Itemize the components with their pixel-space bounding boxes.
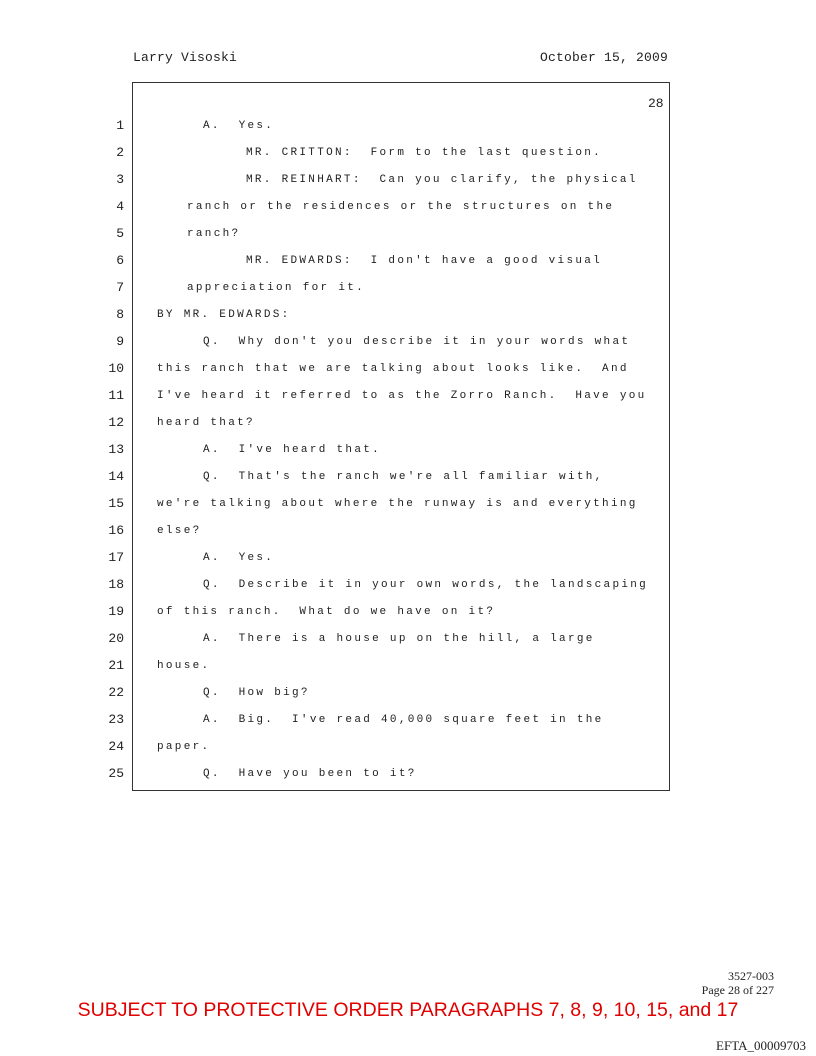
transcript-line-text: Q. Describe it in your own words, the landscaping bbox=[203, 579, 649, 591]
line-number: 6 bbox=[116, 253, 124, 268]
transcript-line-text: Q. How big? bbox=[203, 687, 310, 699]
line-number: 13 bbox=[108, 442, 124, 457]
transcript-line-text: house. bbox=[157, 660, 211, 672]
transcript-line-text: A. Big. I've read 40,000 square feet in the bbox=[203, 714, 604, 726]
protective-order-notice: SUBJECT TO PROTECTIVE ORDER PARAGRAPHS 7, 8, 9, 10, 15, and 17 bbox=[77, 999, 739, 1021]
transcript-line-text: heard that? bbox=[157, 417, 255, 429]
line-number: 1 bbox=[116, 118, 124, 133]
line-number: 11 bbox=[108, 388, 124, 403]
bates-page: Page 28 of 227 bbox=[701, 983, 774, 997]
line-number: 2 bbox=[116, 145, 124, 160]
transcript-line-text: A. Yes. bbox=[203, 120, 275, 132]
transcript-line-text: Q. That's the ranch we're all familiar with, bbox=[203, 471, 604, 483]
bates-stamp bbox=[702, 969, 774, 997]
header-witness-name: Larry Visoski bbox=[133, 50, 238, 65]
line-number: 4 bbox=[116, 199, 124, 214]
line-number: 21 bbox=[108, 658, 124, 673]
line-number: 15 bbox=[108, 496, 124, 511]
line-number: 8 bbox=[116, 307, 124, 322]
transcript-line-text: ranch? bbox=[187, 228, 241, 240]
line-number: 24 bbox=[108, 739, 124, 754]
line-number: 16 bbox=[108, 523, 124, 538]
header-date: October 15, 2009 bbox=[540, 50, 669, 65]
transcript-page-number: 28 bbox=[648, 96, 664, 111]
transcript-line-text: I've heard it referred to as the Zorro Ranch. Have you bbox=[157, 390, 647, 402]
line-number: 19 bbox=[108, 604, 124, 619]
transcript-line-text: this ranch that we are talking about looks like. And bbox=[157, 363, 629, 375]
transcript-line-text: paper. bbox=[157, 741, 211, 753]
transcript-line-text: MR. REINHART: Can you clarify, the physical bbox=[246, 174, 638, 186]
line-number: 18 bbox=[108, 577, 124, 592]
line-number: 9 bbox=[116, 334, 124, 349]
transcript-line-text: appreciation for it. bbox=[187, 282, 366, 294]
transcript-line-text: Q. Why don't you describe it in your words what bbox=[203, 336, 631, 348]
line-number: 23 bbox=[108, 712, 124, 727]
line-number: 14 bbox=[108, 469, 124, 484]
efta-id: EFTA_00009703 bbox=[716, 1038, 806, 1053]
transcript-line-text: A. I've heard that. bbox=[203, 444, 382, 456]
transcript-line-text: A. There is a house up on the hill, a large bbox=[203, 633, 595, 645]
transcript-line-text: ranch or the residences or the structures on the bbox=[187, 201, 615, 213]
line-number: 10 bbox=[108, 361, 124, 376]
bates-code: 3527-003 bbox=[728, 969, 774, 983]
transcript-line-text: Q. Have you been to it? bbox=[203, 768, 417, 780]
line-number: 3 bbox=[116, 172, 124, 187]
line-number: 25 bbox=[108, 766, 124, 781]
line-number: 22 bbox=[108, 685, 124, 700]
transcript-line-text: of this ranch. What do we have on it? bbox=[157, 606, 496, 618]
line-number: 7 bbox=[116, 280, 124, 295]
line-number: 12 bbox=[108, 415, 124, 430]
transcript-line-text: MR. EDWARDS: I don't have a good visual bbox=[246, 255, 603, 267]
transcript-line-text: BY MR. EDWARDS: bbox=[157, 309, 291, 321]
transcript-line-text: MR. CRITTON: Form to the last question. bbox=[246, 147, 603, 159]
transcript-line-text: we're talking about where the runway is and everything bbox=[157, 498, 638, 510]
transcript-line-text: A. Yes. bbox=[203, 552, 275, 564]
line-number: 5 bbox=[116, 226, 124, 241]
line-number: 20 bbox=[108, 631, 124, 646]
transcript-line-text: else? bbox=[157, 525, 202, 537]
line-number: 17 bbox=[108, 550, 124, 565]
